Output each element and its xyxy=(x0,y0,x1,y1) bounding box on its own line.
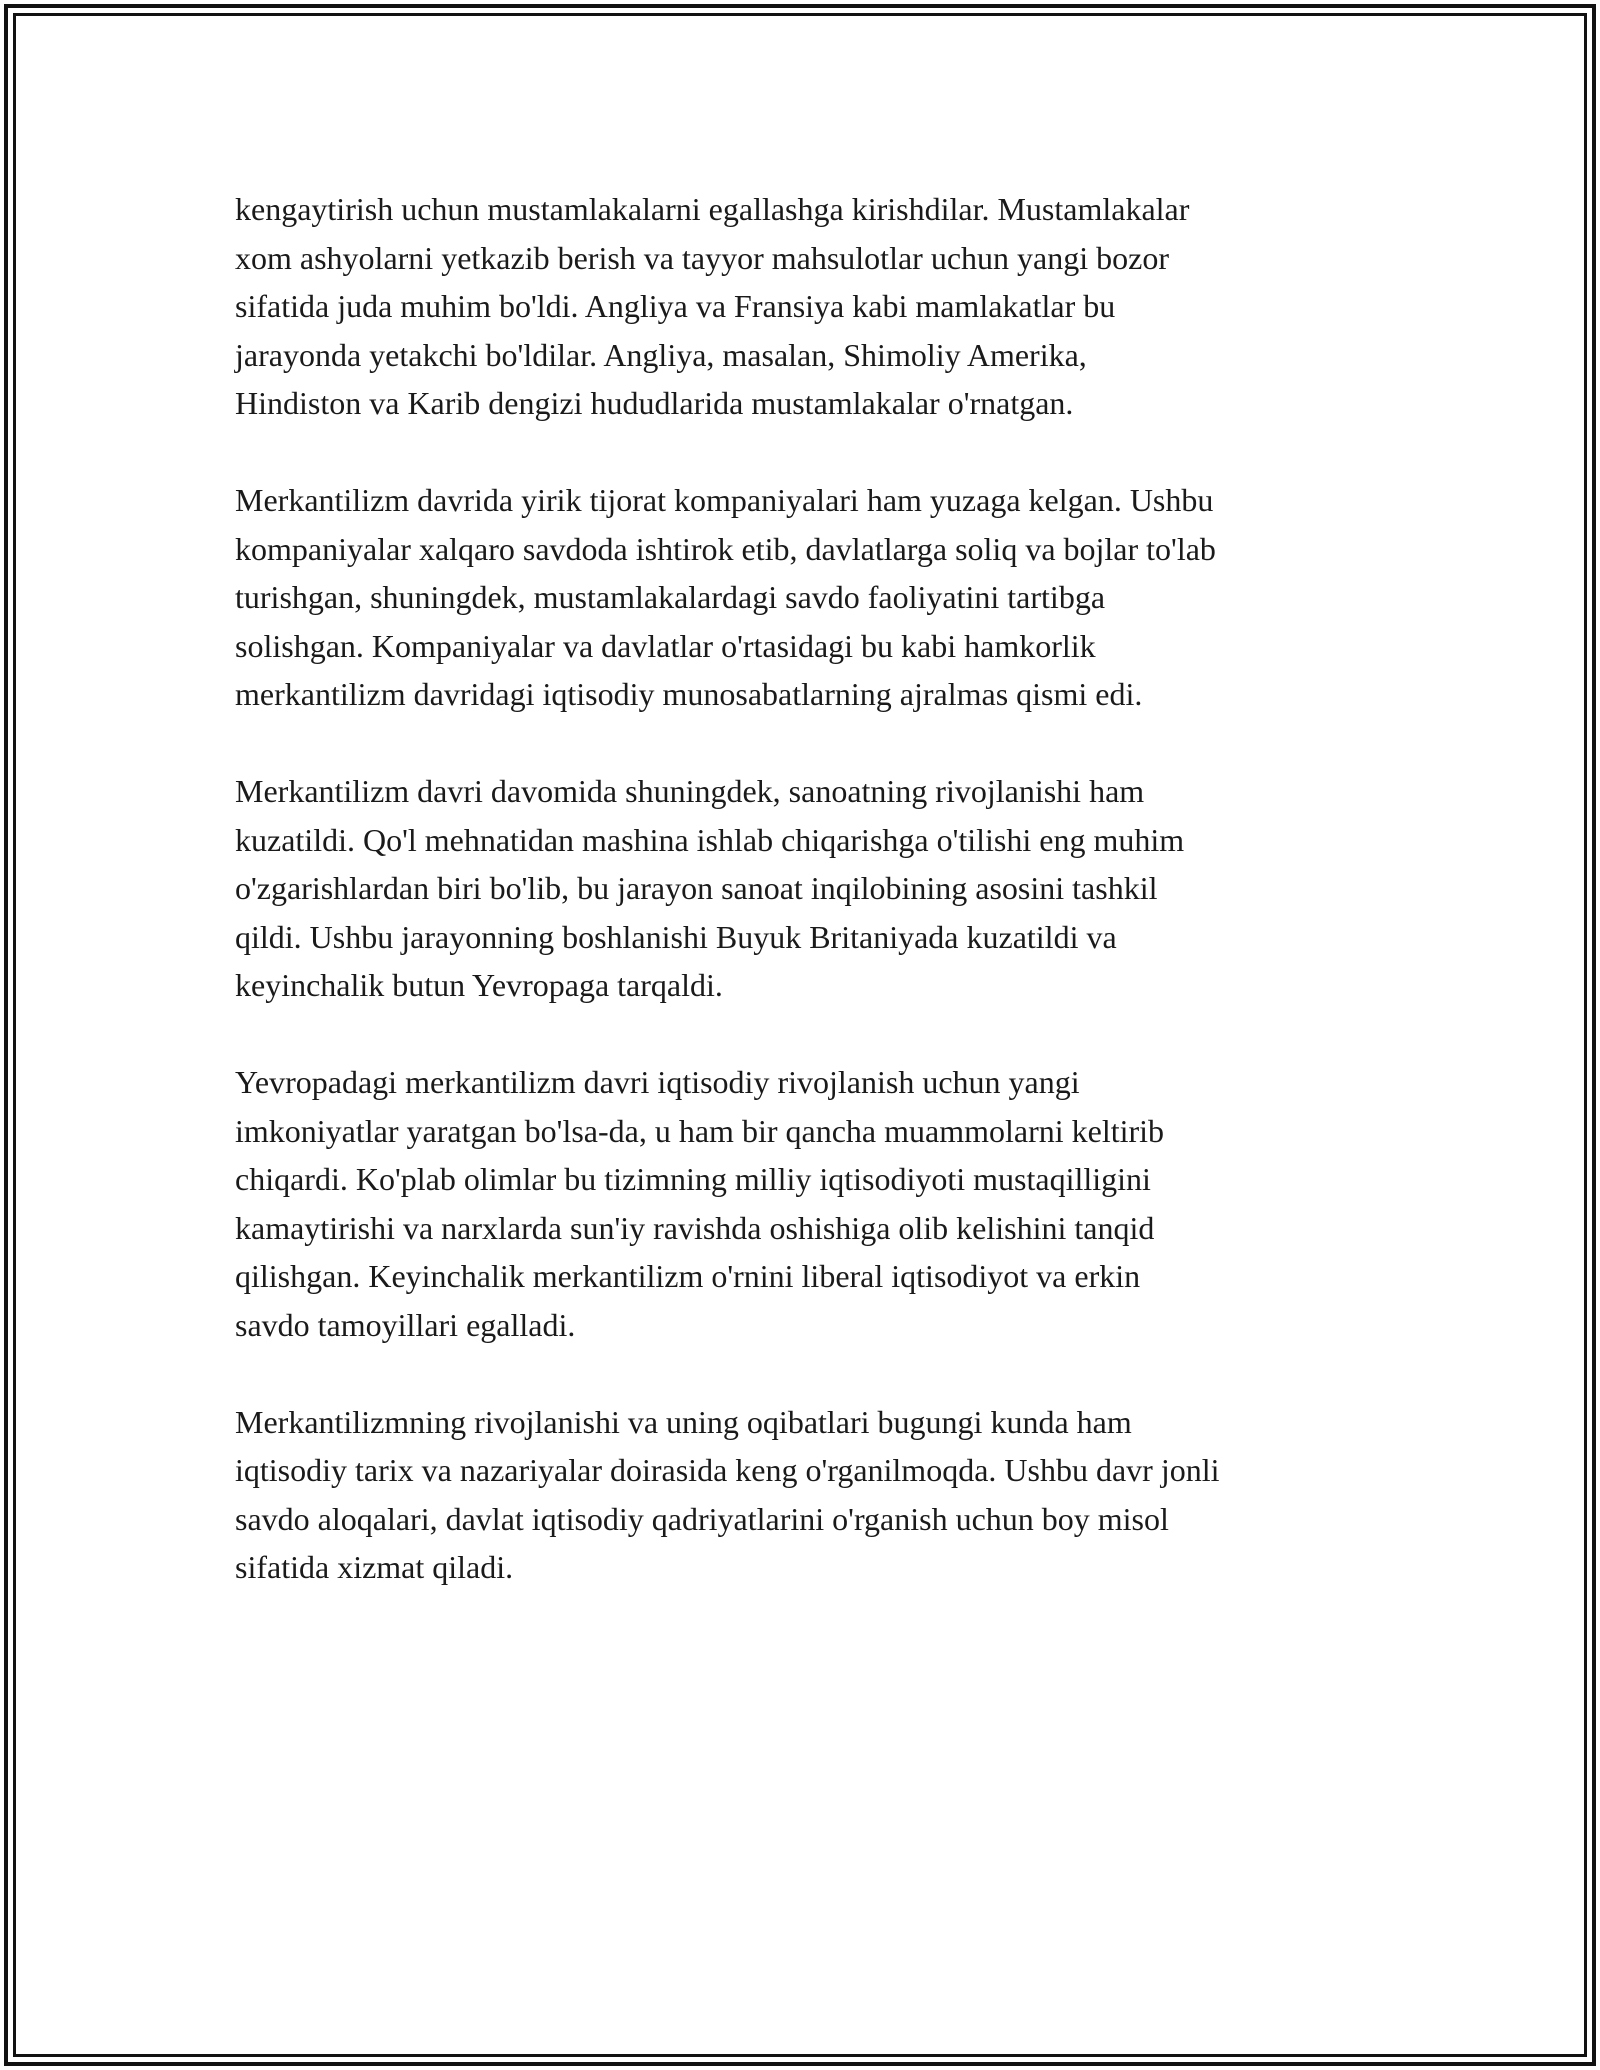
text-line: qildi. Ushbu jarayonning boshlanishi Buyuk Britaniyada kuzatildi va xyxy=(235,918,1117,955)
text-line: kuzatildi. Qo'l mehnatidan mashina ishlab chiqarishga o'tilishi eng muhim xyxy=(235,821,1185,858)
paragraph-3 xyxy=(235,767,1395,1010)
text-line: savdo tamoyillari egalladi. xyxy=(235,1306,576,1343)
text-line: sifatida xizmat qiladi. xyxy=(235,1549,514,1585)
text-line: solishgan. Kompaniyalar va davlatlar o'rtasidagi bu kabi hamkorlik xyxy=(235,627,1096,664)
text-line: iqtisodiy tarix va nazariyalar doirasida keng o'rganilmoqda. Ushbu davr jonli xyxy=(235,1452,1220,1488)
document-body xyxy=(235,185,1395,1640)
text-line: jarayonda yetakchi bo'ldilar. Angliya, masalan, Shimoliy Amerika, xyxy=(235,336,1087,373)
text-line: o'zgarishlardan biri bo'lib, bu jarayon sanoat inqilobining asosini tashkil xyxy=(235,870,1158,906)
text-line: kompaniyalar xalqaro savdoda ishtirok etib, davlatlarga soliq va bojlar to'lab xyxy=(235,530,1216,567)
text-line: merkantilizm davridagi iqtisodiy munosabatlarning ajralmas qismi edi. xyxy=(235,676,1143,712)
text-line: imkoniyatlar yaratgan bo'lsa-da, u ham bir qancha muammolarni keltirib xyxy=(235,1112,1165,1149)
text-line: turishgan, shuningdek, mustamlakalardagi savdo faoliyatini tartibga xyxy=(235,579,1106,615)
text-line: Yevropadagi merkantilizm davri iqtisodiy rivojlanish uchun yangi xyxy=(235,1064,1080,1100)
text-line: kamaytirishi va narxlarda sun'iy ravishda oshishiga olib kelishini tanqid xyxy=(235,1209,1155,1246)
text-line: Hindiston va Karib dengizi hududlarida mustamlakalar o'rnatgan. xyxy=(235,385,1074,421)
text-line: Merkantilizm davrida yirik tijorat kompaniyalari ham yuzaga kelgan. Ushbu xyxy=(235,482,1214,518)
text-line: Merkantilizmning rivojlanishi va uning oqibatlari bugungi kunda ham xyxy=(235,1403,1132,1440)
paragraph-2 xyxy=(235,476,1395,719)
text-line: qilishgan. Keyinchalik merkantilizm o'rnini liberal iqtisodiyot va erkin xyxy=(235,1258,1141,1294)
text-line: Merkantilizm davri davomida shuningdek, sanoatning rivojlanishi ham xyxy=(235,773,1145,809)
text-line: kengaytirish uchun mustamlakalarni egallashga kirishdilar. Mustamlakalar xyxy=(235,191,1190,227)
text-line: chiqardi. Ko'plab olimlar bu tizimning milliy iqtisodiyoti mustaqilligini xyxy=(235,1161,1151,1197)
paragraph-5 xyxy=(235,1398,1395,1592)
text-line: xom ashyolarni yetkazib berish va tayyor mahsulotlar uchun yangi bozor xyxy=(235,239,1169,276)
paragraph-1 xyxy=(235,185,1395,428)
text-line: sifatida juda muhim bo'ldi. Angliya va Fransiya kabi mamlakatlar bu xyxy=(235,288,1116,324)
text-line: keyinchalik butun Yevropaga tarqaldi. xyxy=(235,967,723,1003)
text-line: savdo aloqalari, davlat iqtisodiy qadriyatlarini o'rganish uchun boy misol xyxy=(235,1500,1169,1537)
paragraph-4 xyxy=(235,1058,1395,1349)
